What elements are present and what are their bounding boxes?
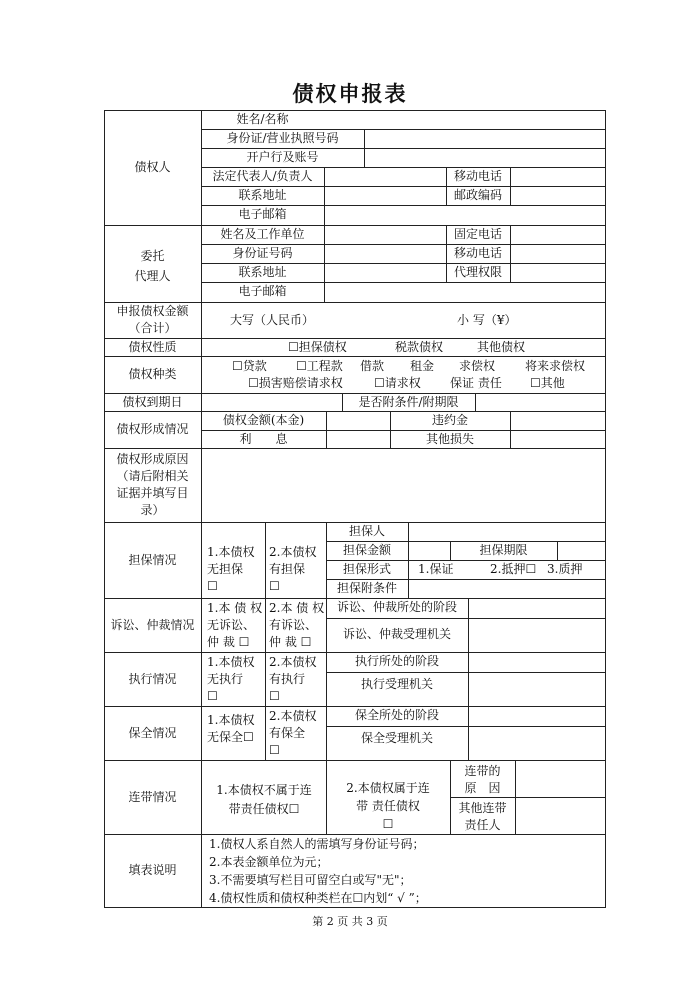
row-divider: [104, 834, 606, 835]
col-divider: [510, 167, 511, 205]
kind-construction-option[interactable]: ☐工程款: [296, 359, 343, 373]
formation-label: 债权形成情况: [116, 422, 189, 436]
row-divider: [326, 726, 606, 727]
due-date-label: 债权到期日: [122, 395, 183, 409]
nature-tax-option[interactable]: 税款债权: [395, 340, 444, 354]
col-divider: [324, 225, 325, 302]
kind-guarantee-liability-option[interactable]: 保证 责任: [450, 376, 502, 390]
creditor-address-label: 联系地址: [238, 188, 287, 202]
joint-others-label: 其他连带 责任人: [458, 801, 507, 832]
row-divider: [104, 760, 606, 761]
nature-secured-option[interactable]: ☐担保债权: [288, 340, 347, 354]
guarantee-amount-label: 担保金额: [342, 543, 391, 557]
note-1: 1.债权人系自然人的需填写身份证号码；: [209, 837, 425, 851]
col-divider: [515, 760, 516, 834]
creditor-mobile-label: 移动电话: [453, 169, 502, 183]
interest-label: 利 息: [239, 432, 288, 446]
note-3: 3.不需要填写栏目可留空白或写"无"；: [209, 873, 412, 887]
litigation-stage-label: 诉讼、仲裁所处的阶段: [336, 600, 457, 614]
creditor-legal-rep-label: 法定代表人/负责人: [212, 169, 313, 183]
litigation-none-option[interactable]: 1.本 债 权 无诉讼、 仲 裁 ☐: [207, 601, 263, 649]
preservation-stage-label: 保全所处的阶段: [354, 708, 439, 722]
preservation-has-option[interactable]: 2.本债权 有保全 ☐: [269, 709, 317, 757]
col-divider: [364, 129, 365, 167]
agent-mobile-label: 移动电话: [453, 246, 502, 260]
row-divider: [326, 672, 606, 673]
guarantee-form-label: 担保形式: [342, 562, 391, 576]
row-divider: [326, 618, 606, 619]
col-divider: [510, 411, 511, 448]
execution-label: 执行情况: [128, 672, 177, 686]
col-divider: [326, 760, 327, 834]
agent-name-unit-label: 姓名及工作单位: [220, 227, 305, 241]
notes-label: 填表说明: [128, 863, 177, 877]
guarantee-none-option[interactable]: 1.本债权 无担保 ☐: [207, 545, 255, 593]
kind-future-recourse-option[interactable]: 将来求偿权: [525, 359, 586, 373]
kind-claim-option[interactable]: ☐请求权: [374, 376, 421, 390]
col-divider: [326, 411, 327, 448]
col-divider: [408, 522, 409, 598]
col-divider: [324, 167, 325, 205]
row-divider: [104, 225, 606, 226]
execution-has-option[interactable]: 2.本债权 有执行 ☐: [269, 655, 317, 703]
agent-address-label: 联系地址: [238, 265, 287, 279]
guarantee-form-surety-option[interactable]: 1.保证: [418, 562, 454, 576]
guarantee-form-mortgage-option[interactable]: 2.抵押☐: [490, 562, 537, 576]
creditor-bank-label: 开户行及账号: [246, 150, 319, 164]
litigation-label: 诉讼、仲裁情况: [110, 618, 195, 632]
amount-label: 申报债权金额 （合计）: [116, 304, 189, 335]
preservation-label: 保全情况: [128, 726, 177, 740]
penalty-label: 违约金: [431, 413, 468, 427]
row-divider: [104, 411, 606, 412]
agent-label: 委托 代理人: [134, 249, 171, 283]
amount-lower-label: 小 写（¥）: [457, 313, 517, 327]
nature-label: 债权性质: [128, 340, 177, 354]
agent-id-label: 身份证号码: [232, 246, 293, 260]
kind-damages-option[interactable]: ☐损害赔偿请求权: [248, 376, 343, 390]
reason-label: 债权形成原因 （请后附相关 证据并填写目 录）: [116, 452, 189, 517]
other-loss-label: 其他损失: [425, 432, 474, 446]
col-divider: [468, 598, 469, 760]
form-title: 债权申报表: [292, 81, 408, 106]
kind-recourse-option[interactable]: 求偿权: [459, 359, 496, 373]
amount-upper-label: 大写（人民币）: [230, 313, 315, 327]
principal-label: 债权金额(本金): [222, 413, 305, 427]
kind-other-option[interactable]: ☐其他: [530, 376, 565, 390]
guarantee-condition-label: 担保附条件: [336, 581, 397, 595]
joint-reason-label: 连带的 原 因: [464, 764, 501, 795]
preservation-org-label: 保全受理机关: [360, 731, 433, 745]
joint-is-option[interactable]: 2.本债权属于连 带 责任债权 ☐: [346, 781, 430, 831]
guarantor-label: 担保人: [348, 524, 385, 538]
agent-authority-label: 代理权限: [453, 265, 502, 279]
execution-org-label: 执行受理机关: [360, 677, 433, 691]
col-divider: [557, 541, 558, 560]
guarantee-has-option[interactable]: 2.本债权 有担保 ☐: [269, 545, 317, 593]
litigation-org-label: 诉讼、仲裁受理机关: [342, 627, 451, 641]
creditor-name-label: 姓名/名称: [236, 112, 289, 126]
note-2: 2.本表金额单位为元；: [209, 855, 329, 869]
agent-email-label: 电子邮箱: [238, 284, 287, 298]
kind-loan-option[interactable]: ☐贷款: [232, 359, 267, 373]
agent-landline-label: 固定电话: [453, 227, 502, 241]
col-divider: [475, 393, 476, 411]
joint-not-option[interactable]: 1.本债权不属于连 带责任债权☐: [216, 783, 312, 816]
litigation-has-option[interactable]: 2.本 债 权 有诉讼、 仲 裁 ☐: [269, 601, 325, 649]
execution-stage-label: 执行所处的阶段: [354, 654, 439, 668]
nature-other-option[interactable]: 其他债权: [477, 340, 526, 354]
preservation-none-option[interactable]: 1.本债权 无保全☐: [207, 713, 255, 744]
col-divider: [265, 522, 266, 760]
condition-label: 是否附条件/附期限: [358, 395, 459, 409]
creditor-postcode-label: 邮政编码: [453, 188, 502, 202]
guarantee-label: 担保情况: [128, 553, 177, 567]
row-divider: [450, 797, 606, 798]
execution-none-option[interactable]: 1.本债权 无执行 ☐: [207, 655, 255, 703]
col-divider: [324, 205, 325, 225]
creditor-label: 债权人: [134, 160, 171, 174]
row-divider: [104, 448, 606, 449]
kind-label: 债权种类: [128, 367, 177, 381]
page-footer: 第 2 页 共 3 页: [312, 915, 388, 928]
joint-label: 连带情况: [128, 790, 177, 804]
guarantee-form-pledge-option[interactable]: 3.质押: [547, 562, 583, 576]
creditor-id-label: 身份证/营业执照号码: [226, 131, 339, 145]
row-divider: [104, 356, 606, 357]
note-4: 4.债权性质和债权种类栏在☐内划“ √ ”；: [209, 891, 427, 905]
col-divider: [510, 225, 511, 282]
kind-rent-option[interactable]: 租金: [410, 359, 435, 373]
kind-borrowing-option[interactable]: 借款: [360, 359, 385, 373]
creditor-email-label: 电子邮箱: [238, 207, 287, 221]
guarantee-period-label: 担保期限: [479, 543, 528, 557]
